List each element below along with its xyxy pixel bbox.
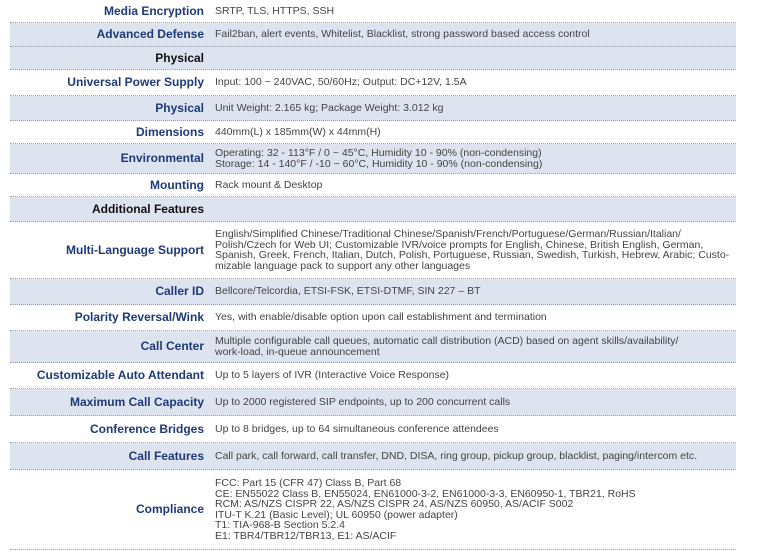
- spec-value-line: Operating: 32 - 113°F / 0 ~ 45°C, Humidity 10 - 90% (non-condensing): [215, 147, 542, 159]
- spec-value: [211, 180, 736, 191]
- section-title: Additional Features: [91, 201, 204, 216]
- spec-label: Media Encryption: [103, 3, 204, 18]
- spec-value: [211, 478, 736, 541]
- spec-value-line: Yes, with enable/disable option upon call establishment and termination: [215, 311, 547, 324]
- spec-value-line: Input: 100 ~ 240VAC, 50/60Hz; Output: DC+12V, 1.5A: [215, 76, 467, 89]
- spec-row: [10, 416, 736, 443]
- spec-value-line: mizable language pack to support any other languages: [215, 259, 471, 272]
- spec-value: [211, 127, 736, 138]
- spec-value: [211, 336, 736, 357]
- spec-value-line: E1: TBR4/TBR12/TBR13, E1: AS/ACIF: [215, 529, 397, 542]
- spec-label: Caller ID: [155, 284, 204, 298]
- spec-value: [211, 29, 736, 40]
- spec-label: Customizable Auto Attendant: [36, 368, 204, 382]
- spec-value-line: Bellcore/Telcordia, ETSI-FSK, ETSI-DTMF, SIN 227 – BT: [215, 285, 481, 298]
- spec-value-line: Multiple configurable call queues, automatic call distribution (ACD) based on agent skills/availability/: [215, 335, 679, 347]
- spec-value-line: 440mm(L) x 185mm(W) x 44mm(H): [215, 125, 381, 138]
- spec-row: [10, 305, 736, 331]
- spec-row: [10, 121, 736, 144]
- spec-value-line: T1: TIA-968-B Section 5.2.4: [215, 519, 345, 531]
- spec-value: [211, 229, 736, 271]
- spec-label: Advanced Defense: [96, 27, 204, 41]
- spec-value-line: Rack mount & Desktop: [215, 178, 323, 191]
- spec-value: [211, 424, 736, 435]
- section-title: Physical: [155, 50, 204, 65]
- spec-row: [10, 144, 736, 174]
- spec-row: [10, 331, 736, 363]
- spec-value: [211, 397, 736, 408]
- spec-value-line: CE: EN55022 Class B, EN55024, EN61000-3-2, EN61000-3-3, EN60950-1, TBR21, RoHS: [215, 487, 636, 500]
- spec-value: [211, 451, 736, 462]
- spec-value-line: Up to 8 bridges, up to 64 simultaneous conference attendees: [215, 422, 499, 435]
- spec-value-line: Unit Weight: 2.165 kg; Package Weight: 3.012 kg: [215, 101, 444, 114]
- spec-label: Physical: [155, 100, 204, 115]
- spec-value-line: Storage: 14 - 140°F / -10 ~ 60°C, Humidity 10 - 90% (non-condensing): [215, 157, 543, 170]
- spec-row: [10, 70, 736, 96]
- spec-value-line: Spanish, Greek, French, Italian, Dutch, Polish, Portuguese, Russian, Swedish, Turkish, Hebrew, Arabic; Custo-: [215, 249, 730, 261]
- spec-value-line: English/Simplified Chinese/Traditional Chinese/Spanish/French/Portuguese/German/Russian/Italian/: [215, 228, 681, 240]
- spec-label: Call Center: [140, 339, 204, 353]
- spec-label: Call Features: [128, 448, 204, 463]
- spec-row: [10, 389, 736, 416]
- spec-label: Multi-Language Support: [66, 242, 204, 257]
- spec-value: [211, 312, 736, 323]
- spec-row: [10, 363, 736, 389]
- spec-row: [10, 0, 736, 23]
- spec-label: Mounting: [150, 177, 204, 192]
- spec-value-line: Up to 5 layers of IVR (Interactive Voice Response): [215, 369, 450, 382]
- spec-label: Polarity Reversal/Wink: [74, 310, 204, 324]
- spec-value: [211, 370, 736, 381]
- spec-value: [211, 148, 736, 169]
- spec-label: Conference Bridges: [89, 421, 204, 436]
- spec-label: Maximum Call Capacity: [69, 394, 204, 409]
- spec-value-line: RCM: AS/NZS CISPR 22, AS/NZS CISPR 24, AS/NZS 60950, AS/ACIF S002: [215, 498, 574, 510]
- spec-label: Compliance: [135, 502, 204, 516]
- spec-value-line: FCC: Part 15 (CFR 47) Class B, Part 68: [215, 477, 402, 489]
- spec-value-line: Call park, call forward, call transfer, DND, DISA, ring group, pickup group, blacklist, paging/intercom etc.: [215, 449, 698, 462]
- spec-table: [10, 0, 736, 550]
- spec-value: [211, 103, 736, 114]
- spec-value: [211, 6, 736, 17]
- spec-value-line: Polish/Czech for Web UI; Customizable IVR/voice prompts for English, Chinese, British English, German,: [215, 238, 704, 251]
- spec-row: [10, 470, 736, 550]
- spec-value: [211, 286, 736, 297]
- spec-row: [10, 443, 736, 470]
- spec-row: [10, 23, 736, 47]
- spec-row: [10, 222, 736, 279]
- spec-value-line: work-load, in-queue announcement: [215, 345, 380, 358]
- spec-row: [10, 96, 736, 121]
- section-header-row: [10, 47, 736, 70]
- section-header-row: [10, 197, 736, 222]
- spec-label: Universal Power Supply: [67, 75, 204, 89]
- spec-value-line: SRTP, TLS, HTTPS, SSH: [215, 4, 335, 17]
- spec-value-line: Fail2ban, alert events, Whitelist, Blacklist, strong password based access control: [215, 28, 590, 41]
- spec-value-line: ITU-T K.21 (Basic Level); UL 60950 (power adapter): [215, 508, 458, 521]
- spec-value-line: Up to 2000 registered SIP endpoints, up to 200 concurrent calls: [215, 395, 511, 408]
- spec-value: [211, 77, 736, 88]
- spec-label: Environmental: [120, 151, 204, 165]
- spec-row: [10, 174, 736, 197]
- spec-row: [10, 279, 736, 305]
- spec-label: Dimensions: [135, 124, 204, 139]
